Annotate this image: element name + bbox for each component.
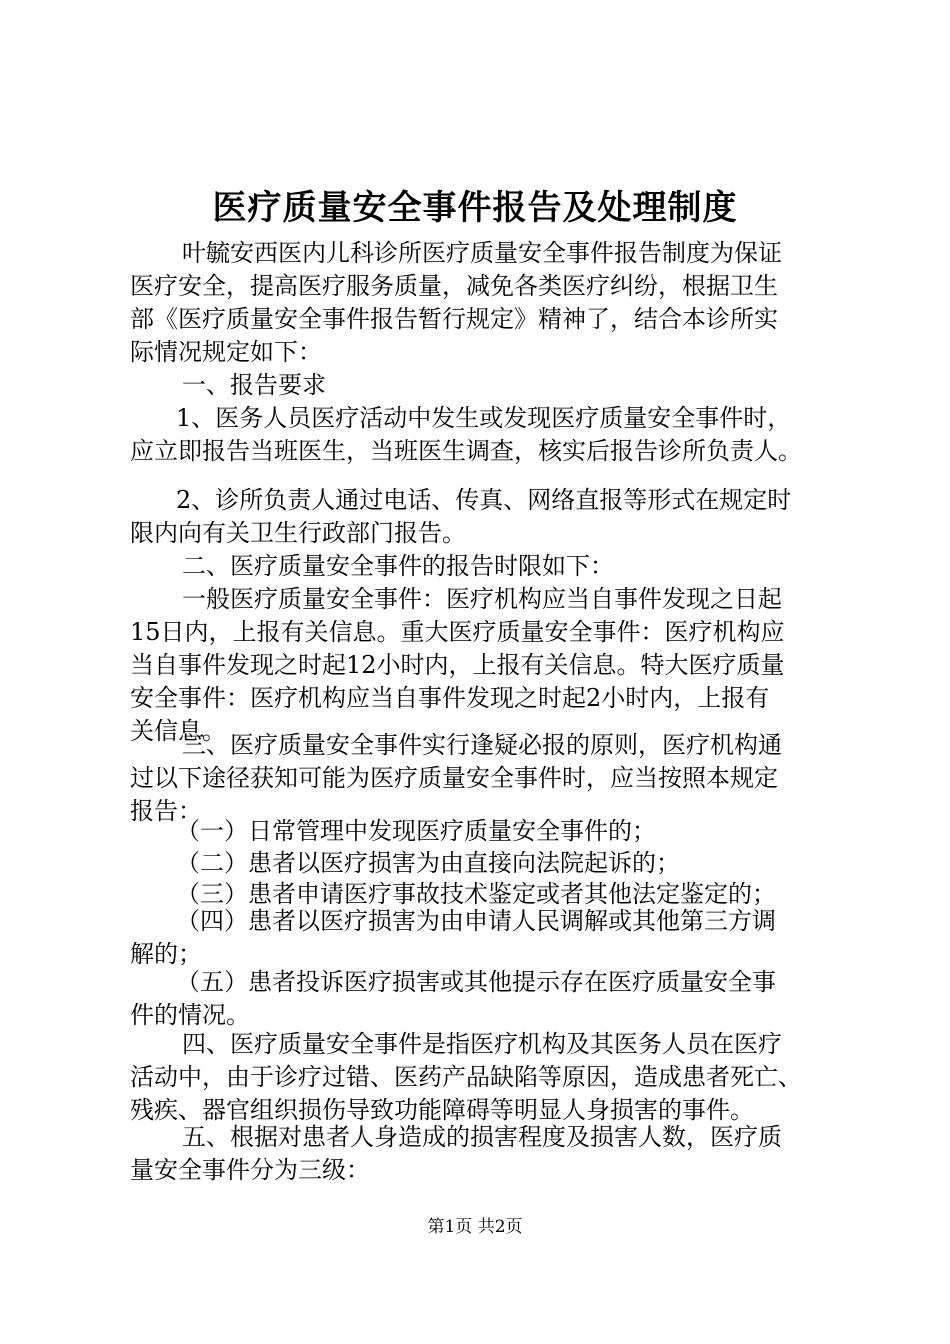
- text-line: 部《医疗质量安全事件报告暂行规定》精神了，结合本诊所实: [130, 305, 778, 333]
- text-line: 1、医务人员医疗活动中发生或发现医疗质量安全事件时，: [176, 404, 792, 432]
- text-line: （三）患者申请医疗事故技术鉴定或者其他法定鉴定的；: [176, 880, 776, 908]
- text-line: 五、根据对患者人身造成的损害程度及损害人数，医疗质: [182, 1123, 782, 1151]
- text-line: 二、医疗质量安全事件的报告时限如下：: [182, 552, 614, 580]
- text-line: 叶毓安西医内儿科诊所医疗质量安全事件报告制度为保证: [182, 239, 782, 267]
- text-line: 关信息。: [130, 717, 226, 745]
- text-line: 三、医疗质量安全事件实行逢疑必报的原则，医疗机构通: [182, 731, 782, 759]
- document-title: 医疗质量安全事件报告及处理制度: [212, 188, 738, 228]
- paragraph-section-4: [130, 1028, 840, 1127]
- text-line: 医疗安全，提高医疗服务质量，减免各类医疗纠纷，根据卫生: [130, 272, 778, 300]
- text-line: 报告：: [130, 797, 202, 825]
- text-line: 应立即报告当班医生，当班医生调查，核实后报告诊所负责人。: [130, 437, 802, 465]
- text-line: 一般医疗质量安全事件：医疗机构应当自事件发现之日起: [182, 585, 782, 613]
- section-heading-1: [130, 369, 840, 402]
- text-line: 解的；: [130, 940, 202, 968]
- text-line: 四、医疗质量安全事件是指医疗机构及其医务人员在医疗: [182, 1030, 782, 1058]
- text-line: 安全事件：医疗机构应当自事件发现之时起2小时内，上报有: [130, 684, 770, 712]
- text-line: （一）日常管理中发现医疗质量安全事件的；: [176, 817, 656, 845]
- text-line: 2、诊所负责人通过电话、传真、网络直报等形式在规定时: [176, 486, 792, 514]
- text-line: 际情况规定如下：: [130, 338, 322, 366]
- list-item-2: [130, 847, 840, 880]
- text-line: 件的情况。: [130, 1001, 250, 1029]
- text-line: 过以下途径获知可能为医疗质量安全事件时，应当按照本规定: [130, 764, 778, 792]
- page-footer: 第1页 共2页: [427, 1217, 523, 1237]
- section-heading-2: [130, 550, 840, 583]
- paragraph-time-limits: [130, 583, 840, 748]
- text-line: 活动中，由于诊疗过错、医药产品缺陷等原因，造成患者死亡、: [130, 1063, 802, 1091]
- list-item-4: [130, 905, 840, 971]
- text-line: 残疾、器官组织损伤导致功能障碍等明显人身损害的事件。: [130, 1096, 754, 1124]
- text-line: 限内向有关卫生行政部门报告。: [130, 519, 466, 547]
- paragraph-section-3: [130, 729, 840, 828]
- text-line: （二）患者以医疗损害为由直接向法院起诉的；: [176, 849, 680, 877]
- paragraph-item-2: [130, 484, 840, 550]
- paragraph-item-1: [130, 402, 840, 468]
- paragraph-section-5: [130, 1121, 840, 1187]
- text-line: 15日内，上报有关信息。重大医疗质量安全事件：医疗机构应: [130, 618, 785, 646]
- text-line: （四）患者以医疗损害为由申请人民调解或其他第三方调: [176, 907, 776, 935]
- text-line: （五）患者投诉医疗损害或其他提示存在医疗质量安全事: [176, 968, 776, 996]
- text-line: 量安全事件分为三级：: [130, 1156, 370, 1184]
- list-item-1: [130, 815, 840, 848]
- text-line: 当自事件发现之时起12小时内，上报有关信息。特大医疗质量: [130, 651, 785, 679]
- text-line: 一、报告要求: [182, 371, 326, 399]
- list-item-5: [130, 966, 840, 1032]
- paragraph-intro: [130, 237, 840, 369]
